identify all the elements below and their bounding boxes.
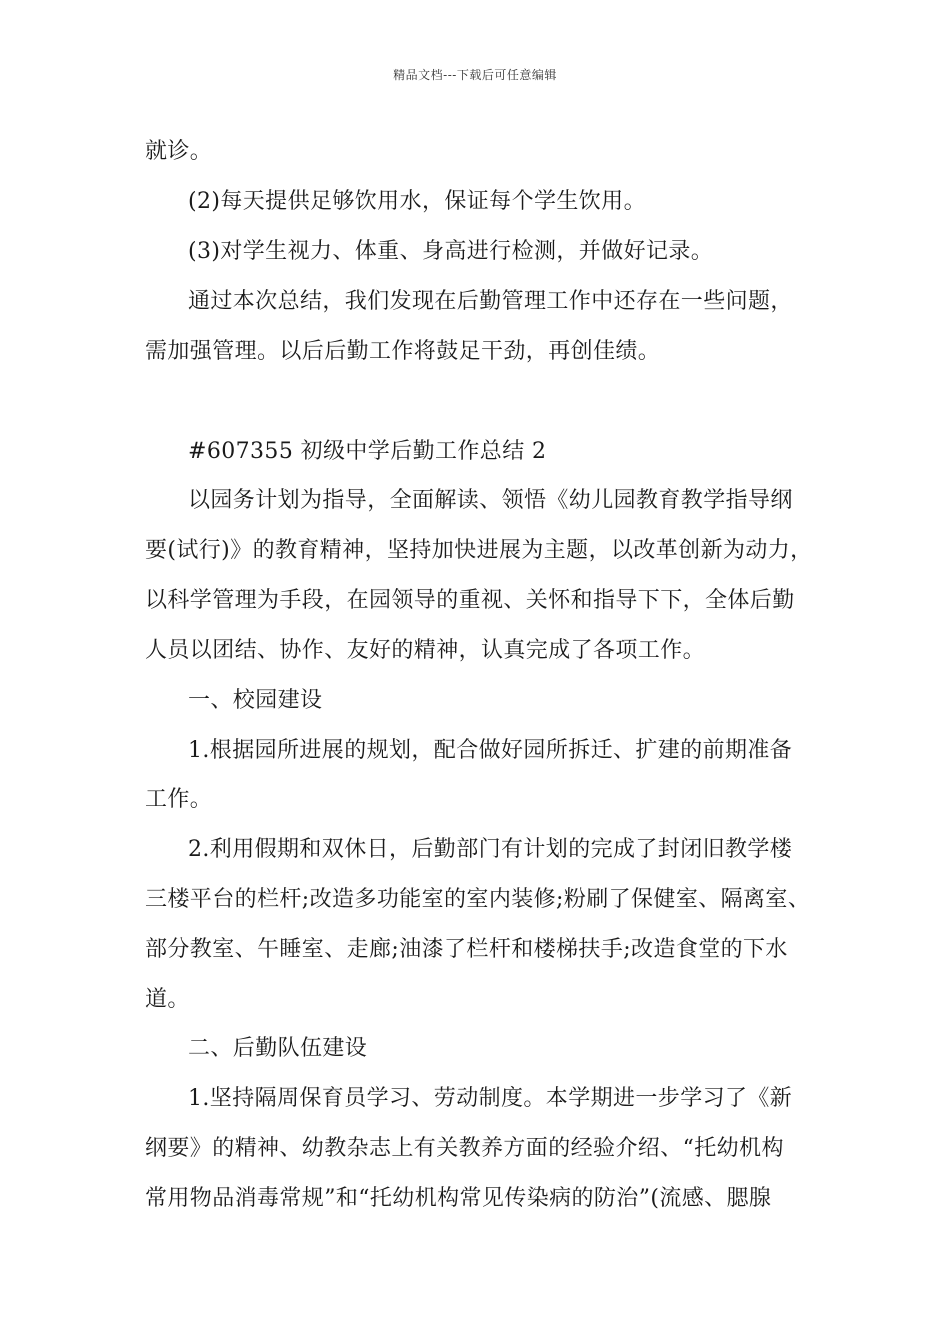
paragraph-line: 1.根据园所进展的规划，配合做好园所拆迁、扩建的前期准备 (188, 738, 793, 763)
paragraph-line: 常用物品消毒常规”和“托幼机构常见传染病的防治”(流感、腮腺 (145, 1186, 772, 1211)
section-title: #607355 初级中学后勤工作总结 2 (188, 439, 547, 464)
paragraph-line: 部分教室、午睡室、走廊;油漆了栏杆和楼梯扶手;改造食堂的下水 (145, 937, 788, 962)
paragraph-line: 道。 (145, 987, 190, 1012)
paragraph-line: 需加强管理。以后后勤工作将鼓足干劲，再创佳绩。 (145, 339, 661, 364)
paragraph-line: 人员以团结、协作、友好的精神，认真完成了各项工作。 (145, 638, 706, 663)
paragraph-line: (2)每天提供足够饮用水，保证每个学生饮用。 (188, 189, 646, 214)
section-heading: 一、校园建设 (188, 688, 323, 713)
paragraph-line: 1.坚持隔周保育员学习、劳动制度。本学期进一步学习了《新 (188, 1086, 793, 1111)
page-header: 精品文档---下载后可任意编辑 (393, 68, 557, 82)
paragraph-line: (3)对学生视力、体重、身高进行检测，并做好记录。 (188, 239, 714, 264)
paragraph-line: 纲要》的精神、幼教杂志上有关教养方面的经验介绍、“托幼机构 (145, 1136, 784, 1161)
paragraph-line: 就诊。 (145, 139, 213, 164)
paragraph-line: 2.利用假期和双休日，后勤部门有计划的完成了封闭旧教学楼 (188, 837, 793, 862)
paragraph-line: 三楼平台的栏杆;改造多功能室的室内装修;粉刷了保健室、隔离室、 (145, 887, 811, 912)
paragraph-line: 工作。 (145, 787, 213, 812)
paragraph-line: 以科学管理为手段，在园领导的重视、关怀和指导下下，全体后勤 (145, 588, 795, 613)
paragraph-line: 要(试行)》的教育精神，坚持加快进展为主题，以改革创新为动力， (145, 538, 813, 563)
paragraph-line: 通过本次总结，我们发现在后勤管理工作中还存在一些问题， (188, 289, 793, 314)
paragraph-line: 以园务计划为指导，全面解读、领悟《幼儿园教育教学指导纲 (188, 488, 793, 513)
section-heading: 二、后勤队伍建设 (188, 1036, 368, 1061)
